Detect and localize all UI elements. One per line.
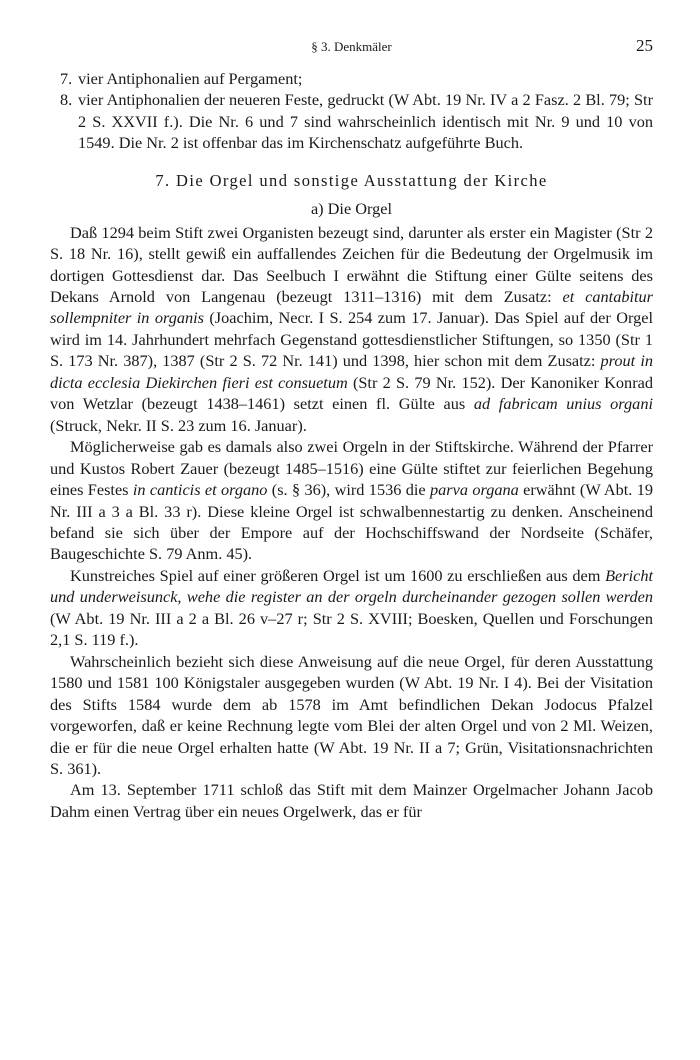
sub-heading: a) Die Orgel — [310, 198, 393, 218]
paragraph-text: (Joachim, Necr. I S. 254 zum 17. Januar). Das Spiel auf der Orgel wird im 14. Jahrhundert mehrfach Gegenstand gottesdienstlicher Stiftungen, so 1350 (Str 1 S. 173 Nr. 387), 1387 (Str 2 S. 72 Nr. 141) und 1398, hier schon mit dem Zusatz: — [50, 308, 653, 371]
list-item-text: vier Antiphonalien der neueren Feste, gedruckt (W Abt. 19 Nr. IV a 2 Fasz. 2 Bl. 79; Str 2 S. XXVII f.). Die Nr. 6 und 7 sind wahrscheinlich identisch mit Nr. 9 und 10 von 1549. Die Nr. 2 ist offenbar das im Kirchenschatz aufgeführte Buch. — [78, 90, 653, 153]
paragraph-text: Kunstreiches Spiel auf einer größeren Orgel ist um 1600 zu erschließen aus dem — [70, 565, 606, 585]
paragraph-text: (W Abt. 19 Nr. III a 2 a Bl. 26 v–27 r; Str 2 S. XVIII; Boesken, Quellen und Forschungen 2,1 S. 119 f.). — [50, 608, 653, 650]
section-heading: 7. Die Orgel und sonstige Ausstattung der Kirche — [155, 170, 548, 190]
paragraph — [50, 779, 653, 822]
list-item — [50, 68, 653, 89]
paragraph-text: (Struck, Nekr. II S. 23 zum 16. Januar). — [50, 415, 307, 435]
paragraph-text: Daß 1294 beim Stift zwei Organisten bezeugt sind, darunter als erster ein Magister (Str 2 S. 18 Nr. 16), stellt gewiß ein auffallendes Zeichen für die Bedeutung der Orgelmusik im dortigen Gottesdienst dar. Das Seelbuch I erwähnt die Stiftung einer Gülte seitens des Dekans Arnold von Langenau (bezeugt 1311–1316) mit dem Zusatz: — [50, 222, 653, 306]
paragraph — [50, 651, 653, 780]
list-item-number: 8. — [60, 90, 73, 110]
paragraph — [50, 436, 653, 565]
paragraph-text: (Str 2 S. 79 Nr. 152). Der Kanoniker Konrad von Wetzlar (bezeugt 1438–1461) setzt einen fl. Gülte aus — [50, 372, 653, 414]
latin-quote: ad fabricam unius organi — [473, 394, 653, 414]
numbered-list — [50, 68, 653, 154]
list-item — [50, 89, 653, 153]
list-item-number: 7. — [60, 69, 73, 88]
paragraph-text: (s. § 36), wird 1536 die — [267, 480, 430, 500]
list-item-text: vier Antiphonalien auf Pergament; — [78, 69, 303, 88]
paragraph — [50, 565, 653, 651]
latin-quote: parva organa — [429, 480, 519, 500]
paragraph-text: Am 13. September 1711 schloß das Stift mit dem Mainzer Orgelmacher Johann Jacob Dahm einen Vertrag über ein neues Orgelwerk, das er für — [50, 780, 653, 821]
paragraph-text: Möglicherweise gab es damals also zwei Orgeln in der Stiftskirche. Während der Pfarrer und Kustos Robert Zauer (bezeugt 1485–1516) eine Gülte stiftet zur feierlichen Begehung eines Festes — [50, 437, 653, 500]
latin-quote: in canticis et organo — [132, 480, 268, 500]
german-quote: Bericht und underweisunck, wehe die register an der orgeln durcheinander gezogen sollen werden — [50, 565, 653, 607]
paragraph — [50, 222, 653, 437]
paragraph-text: erwähnt (W Abt. 19 Nr. III a 3 a Bl. 33 r). Diese kleine Orgel ist schwalbennestartig zu denken. Anscheinend befand sie sich über der Empore auf der Hochschiffswand der Nordseite (Schäfer, Baugeschichte S. 79 Anm. 45). — [50, 480, 654, 564]
latin-quote: et cantabitur sollempniter in organis — [50, 286, 653, 328]
paragraph-text: Wahrscheinlich bezieht sich diese Anweisung auf die neue Orgel, für deren Ausstattung 1580 und 1581 100 Königstaler ausgegeben wurden (W Abt. 19 Nr. I 4). Bei der Visitation des Stifts 1584 wurde dem ab 1578 im Amt befindlichen Dekan Jodocus Pfalzel vorgeworfen, daß er keine Rechnung legte vom Blei der alten Orgel und von 2 Ml. Weizen, die er für die neue Orgel erhalten hatte (W Abt. 19 Nr. II a 7; Grün, Visitationsnachrichten S. 361). — [50, 651, 653, 778]
page-number: 25 — [636, 36, 653, 55]
latin-quote: prout in dicta ecclesia Diekirchen fieri est consuetum — [50, 351, 653, 392]
running-header — [50, 36, 653, 58]
running-title: § 3. Denkmäler — [311, 39, 392, 54]
book-page — [50, 36, 653, 822]
